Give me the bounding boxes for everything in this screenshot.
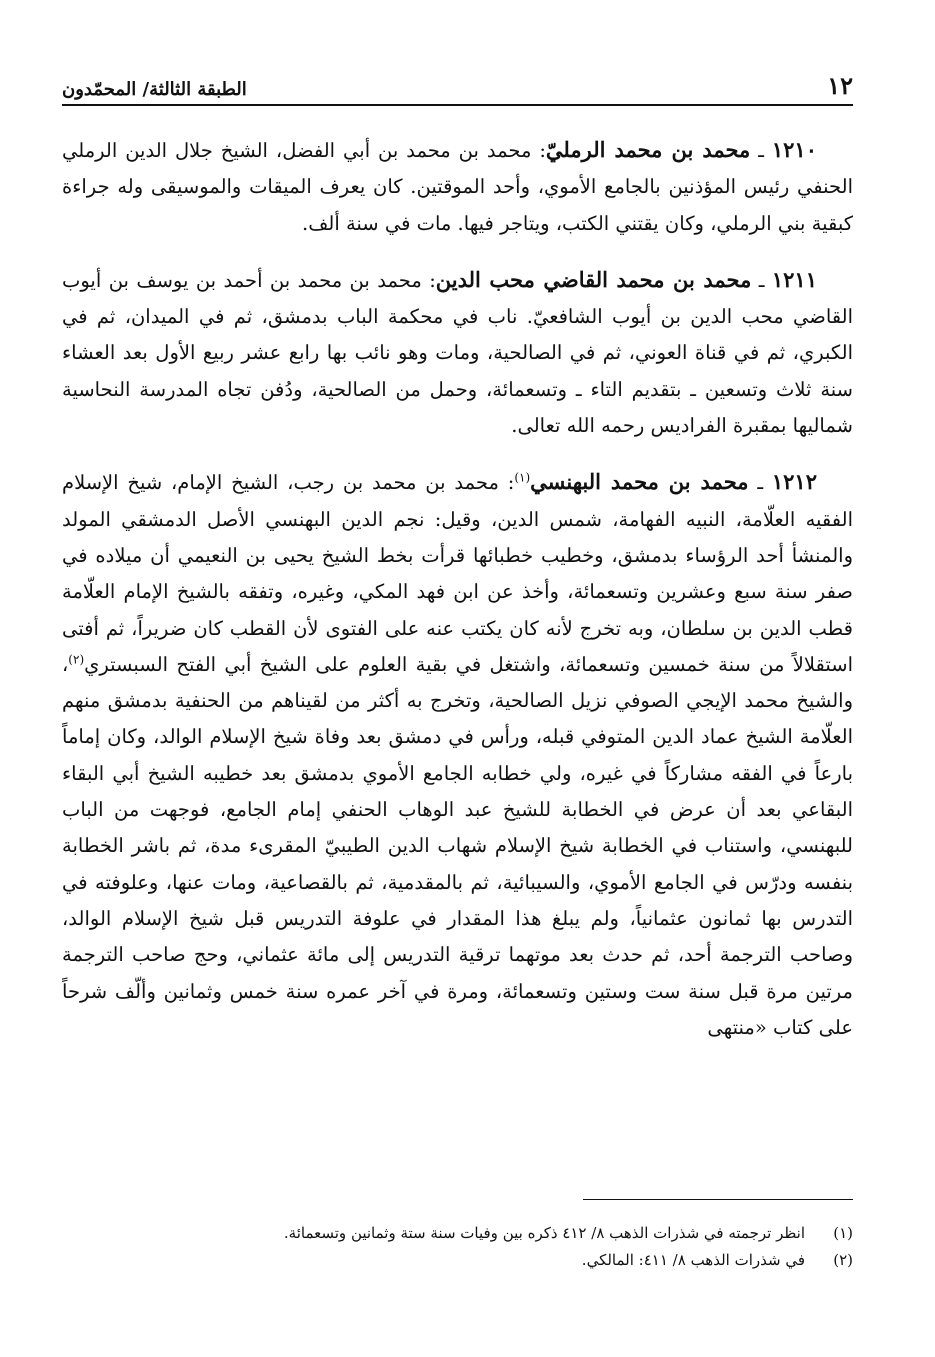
- entry-text: محمد بن محمد بن أحمد بن يوسف بن أيوب القاضي محب الدين بن أيوب الشافعيّ. ناب في محكمة الباب بدمشق، ثم في الميدان، ثم في الكبري، ثم في قناة العوني، ثم في الصالحية، ومات وهو نائب بها رابع عشر ربيع الأول بعد العشاء سنة ثلاث وتسعين ـ بتقديم التاء ـ وتسعمائة، وحمل من الصالحية، ودُفن تجاه المدرسة النحاسية شماليها بمقبرة الفراديس رحمه الله تعالى.: [62, 268, 853, 438]
- entry-colon: :: [531, 139, 546, 162]
- entry-number: ١٢١٠: [771, 137, 817, 162]
- footnote-divider: [583, 1199, 853, 1200]
- entry-1211: [62, 262, 853, 444]
- entry-text: محمد بن محمد بن أبي الفضل، الشيخ جلال الدين الرملي الحنفي رئيس المؤذنين بالجامع الأموي، وأحد الموقتين. كان يعرف الميقات والموسيقى وله جراءة كبقية بني الرملي، وكان يقتني الكتب، ويتاجر فيها. مات في سنة ألف.: [62, 139, 853, 235]
- entry-dash: ـ: [751, 268, 765, 292]
- entry-1212: [62, 464, 853, 1046]
- entry-name: محمد بن محمد القاضي محب الدين: [435, 266, 752, 292]
- main-text: [62, 132, 853, 1066]
- footnote-ref-1[interactable]: (١): [514, 470, 531, 485]
- entry-name: محمد بن محمد الرمليّ: [545, 137, 751, 162]
- entry-number: ١٢١١: [771, 266, 817, 292]
- entry-text-part-1: محمد بن محمد بن رجب، الشيخ الإمام، شيخ الإسلام الفقيه العلّامة، النبيه الفهامة، شمس الدين، وقيل: نجم الدين البهنسي الأصل الدمشقي المولد والمنشأ أحد الرؤساء بدمشق، وخطيب خطبائها قرأت بخط الشيخ يحيى بن النعيمي أن ميلاده في صفر سنة سبع وعشرين وتسعمائة، وأخذ عن ابن فهد المكي، وغيره، وتفقه بالشيخ الإمام العلّامة قطب الدين بن سلطان، وبه تخرج لأنه كان يكتب عنه على الفتوى لأن القطب كان ضريراً، ثم أفتى استقلالاً من سنة خمسين وتسعمائة، واشتغل في بقية العلوم على الشيخ أبي الفتح السبستري: [62, 471, 853, 676]
- entry-colon: :: [421, 268, 436, 292]
- entry-dash: ـ: [748, 471, 764, 495]
- entry-text-part-2: ، والشيخ محمد الإيجي الصوفي نزيل الصالحية، وتخرج به أكثر من لقيناهم من الحنفية بدمشق منهم العلّامة الشيخ عماد الدين المتوفي قبله، ورأس في دمشق بعد وفاة شيخ الإسلام الوالد، وكان إماماً بارعاً في الفقه مشاركاً في غيره، ولي خطابه الجامع الأموي بدمشق بعد خطيبه الشيخ أبي البقاء البقاعي بعد أن عرض في الخطابة للشيخ عبد الوهاب الحنفي إمام الجامع، فوجهت من الباب للبهنسي، واستناب في الخطابة شيخ الإسلام شهاب الدين الطيبيّ المقرىء مدة، ثم باشر الخطابة بنفسه ودرّس في الجامع الأموي، والسيبائية، ثم بالمقدمية، ثم بالقصاعية، ومات عنها، وعلوفته في التدرس بها ثمانون عثمانياً، ولم يبلغ هذا المقدار في علوفة التدريس قبل شيخ الإسلام الوالد، وصاحب الترجمة أحد، ثم حدث بعد موتهما ترقية التدريس إلى مائة عثماني، وحج صاحب الترجمة مرتين مرة قبل سنة ست وستين وتسعمائة، ومرة في آخر عمره سنة خمس وثمانين وألّف شرحاً على كتاب «منتهى: [62, 652, 853, 1039]
- running-title: الطبقة الثالثة/ المحمّدون: [62, 79, 247, 100]
- entry-name: محمد بن محمد البهنسي: [530, 469, 749, 495]
- footnote-text: في شذرات الذهب ٨/ ٤١١: المالكي.: [581, 1251, 805, 1269]
- footnote-text: انظر ترجمته في شذرات الذهب ٨/ ٤١٢ ذكره بين وفيات سنة ستة وثمانين وتسعمائة.: [283, 1224, 805, 1242]
- entry-number: ١٢١٢: [771, 469, 817, 495]
- page-number: ١٢: [827, 71, 853, 100]
- entry-dash: ـ: [750, 139, 764, 162]
- entry-colon: :: [498, 471, 515, 495]
- footnotes: [62, 1220, 853, 1274]
- footnote-ref-2[interactable]: (٢): [68, 652, 85, 667]
- footnote-2: [62, 1247, 853, 1274]
- footnote-1: [62, 1220, 853, 1247]
- entry-1210: [62, 132, 853, 242]
- page-header: [62, 66, 853, 106]
- footnote-marker: (١): [833, 1224, 853, 1242]
- footnote-marker: (٢): [833, 1251, 853, 1269]
